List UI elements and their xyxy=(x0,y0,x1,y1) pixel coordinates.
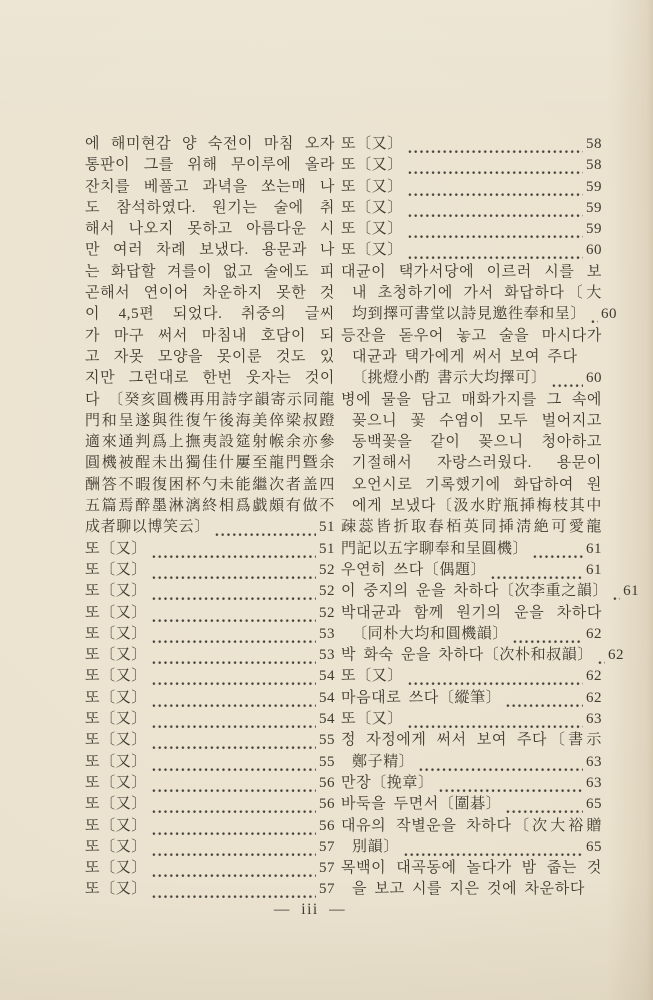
toc-line-text: 이 중지의 운을 차하다〔次李重之韻〕 xyxy=(341,583,609,600)
toc-line-text: 정 자정에게 써서 보여 주다〔書示 xyxy=(341,732,602,749)
toc-line-text: 곤해서 연이어 차운하지 못한 것 xyxy=(85,285,335,302)
toc-line xyxy=(341,645,624,666)
page-ref-number: 63 xyxy=(586,753,602,770)
toc-line xyxy=(85,453,335,474)
toc-line xyxy=(85,773,335,794)
dot-leader xyxy=(590,304,598,325)
toc-line-text: 適來通判爲上撫夷設筵射帿余亦參 xyxy=(85,434,335,451)
dot-leader xyxy=(151,858,316,879)
toc-line xyxy=(85,262,335,283)
toc-line xyxy=(341,347,602,368)
toc-line-text: 또〔又〕 xyxy=(341,711,403,728)
page-ref-number: 62 xyxy=(607,647,624,664)
dot-leader xyxy=(151,709,316,730)
toc-line-text: 해서 나오지 못하고 아름다운 시 xyxy=(85,221,335,238)
toc-line xyxy=(85,858,335,879)
toc-line xyxy=(85,730,335,751)
page-ref-number: 57 xyxy=(319,838,335,855)
page-ref-number: 63 xyxy=(586,774,602,791)
dot-leader xyxy=(151,581,316,602)
dot-leader xyxy=(407,240,583,261)
toc-line xyxy=(85,390,335,411)
toc-line-text: 門記以五字聊奉和呈圓機〕 xyxy=(341,540,529,557)
page-ref-number: 59 xyxy=(586,199,602,216)
toc-line xyxy=(341,624,602,645)
toc-line xyxy=(341,539,602,560)
page-ref-number: 65 xyxy=(586,838,602,855)
toc-line-text: 疎蕊皆折取春栢英同揷淸絶可愛龍 xyxy=(341,519,602,536)
toc-line xyxy=(341,453,602,474)
dot-leader xyxy=(151,730,316,751)
toc-line xyxy=(85,177,335,198)
dot-leader xyxy=(597,645,605,666)
toc-line xyxy=(341,411,602,432)
toc-line-text: 등잔을 돋우어 놓고 술을 마시다가 xyxy=(341,327,602,344)
dot-leader xyxy=(407,666,583,687)
toc-line-text: 또〔又〕 xyxy=(341,136,403,152)
toc-right-column xyxy=(341,134,640,901)
toc-line-text: 또〔又〕 xyxy=(85,753,147,770)
dot-leader xyxy=(407,709,583,730)
toc-line-text: 또〔又〕 xyxy=(85,774,147,791)
toc-line-text: 오언시로 기록했기에 화답하여 원 xyxy=(352,476,602,493)
page-ref-number: 57 xyxy=(319,881,335,898)
page-number: — iii — xyxy=(273,901,347,918)
toc-line xyxy=(341,475,602,496)
toc-line xyxy=(85,198,335,219)
toc-line-text: 均到擇可書堂以詩見邀徃奉和呈〕 xyxy=(352,306,587,323)
toc-line xyxy=(85,581,335,602)
page-ref-number: 55 xyxy=(319,753,335,770)
toc-line xyxy=(85,368,335,389)
toc-line-text: 목백이 대곡동에 놀다가 밤 줍는 것 xyxy=(341,860,602,877)
dot-leader xyxy=(151,837,316,858)
toc-line-text: 또〔又〕 xyxy=(85,668,147,685)
toc-line-text: 또〔又〕 xyxy=(85,838,147,855)
page-ref-number: 52 xyxy=(319,561,335,578)
toc-line-text: 기절해서 자랑스러웠다. 용문이 xyxy=(352,455,602,472)
dot-leader xyxy=(151,879,316,900)
toc-line xyxy=(85,837,335,858)
toc-line xyxy=(341,368,602,389)
toc-line-text: 또〔又〕 xyxy=(341,199,403,216)
toc-line-text: 대균이 택가서당에 이르러 시를 보 xyxy=(341,263,602,280)
toc-line-text: 또〔又〕 xyxy=(341,668,403,685)
page-ref-number: 52 xyxy=(319,604,335,621)
toc-line xyxy=(341,304,618,325)
toc-line-text: 또〔又〕 xyxy=(85,647,147,664)
toc-line-text: 圓機被酲未出獨佳什屢至龍門曁余 xyxy=(85,455,335,472)
toc-line xyxy=(341,219,602,240)
toc-line-text: 鄭子精〕 xyxy=(352,753,415,770)
page-ref-number: 51 xyxy=(319,540,335,557)
page-ref-number: 57 xyxy=(319,860,335,877)
toc-line-text: 成者聊以博笑云〕 xyxy=(85,519,210,536)
page-ref-number: 55 xyxy=(319,732,335,749)
page-ref-number: 53 xyxy=(319,647,335,664)
toc-line xyxy=(341,816,602,837)
dot-leader xyxy=(612,581,620,602)
page-ref-number: 62 xyxy=(586,625,602,642)
toc-line xyxy=(341,496,602,517)
toc-line xyxy=(85,794,335,815)
page-ref-number: 54 xyxy=(319,668,335,685)
toc-line xyxy=(85,304,335,325)
toc-line-text: 가 마구 써서 마침내 호담이 되 xyxy=(85,327,335,344)
toc-line-text: 이 4,5편 되었다. 취중의 글씨 xyxy=(85,306,335,323)
dot-leader xyxy=(407,198,583,219)
toc-line-text: 박대균과 함께 원기의 운을 차하다 xyxy=(341,604,602,621)
toc-line-text: 또〔又〕 xyxy=(85,604,147,621)
toc-line-text: 을 보고 시를 지은 것에 차운하다 xyxy=(352,881,585,898)
dot-leader xyxy=(151,645,316,666)
toc-line-text: 박 화숙 운을 차하다〔次朴和叔韻〕 xyxy=(341,647,593,664)
page-ref-number: 51 xyxy=(319,519,335,536)
toc-line-text: 는 화답할 겨를이 없고 술에도 피 xyxy=(85,263,335,280)
toc-line xyxy=(85,411,335,432)
dot-leader xyxy=(151,816,316,837)
toc-line-text: 마음대로 쓰다〔縱筆〕 xyxy=(341,689,502,706)
dot-leader xyxy=(512,624,583,645)
toc-line xyxy=(341,794,602,815)
dot-leader xyxy=(407,155,583,176)
toc-line xyxy=(85,688,335,709)
toc-line xyxy=(341,773,602,794)
toc-line xyxy=(85,666,335,687)
toc-line xyxy=(341,134,602,155)
page-ref-number: 62 xyxy=(586,689,602,706)
toc-left-column xyxy=(85,134,335,901)
toc-line-text: 병에 물을 담고 매화가지를 그 속에 xyxy=(341,391,602,408)
toc-line-text: 〔挑燈小酌 書示大均擇可〕 xyxy=(352,370,547,387)
dot-leader xyxy=(151,794,316,815)
dot-leader xyxy=(151,560,316,581)
toc-line xyxy=(85,539,335,560)
page-ref-number: 63 xyxy=(586,711,602,728)
toc-line xyxy=(85,879,335,900)
toc-line xyxy=(341,262,602,283)
dot-leader xyxy=(407,219,583,240)
dot-leader xyxy=(532,539,583,560)
toc-line xyxy=(85,603,335,624)
toc-line-text: 또〔又〕 xyxy=(85,881,147,898)
toc-line xyxy=(341,688,602,709)
toc-line-text: 또〔又〕 xyxy=(85,625,147,642)
dot-leader xyxy=(505,794,583,815)
page-ref-number: 58 xyxy=(586,157,602,174)
toc-line xyxy=(341,240,602,261)
toc-line xyxy=(85,624,335,645)
page-ref-number: 54 xyxy=(319,711,335,728)
toc-line xyxy=(85,496,335,517)
toc-line xyxy=(341,603,602,624)
toc-line-text: 도 참석하였다. 원기는 술에 취 xyxy=(85,199,335,216)
toc-line xyxy=(85,326,335,347)
toc-line-text: 또〔又〕 xyxy=(341,221,403,238)
page-number-footer xyxy=(0,901,653,919)
toc-line-text: 동백꽃을 같이 꽂으니 청아하고 xyxy=(352,434,602,451)
page-ref-number: 65 xyxy=(586,796,602,813)
toc-line xyxy=(341,666,602,687)
toc-line-text: 에게 보냈다〔汲水貯瓶揷梅枝其中 xyxy=(352,498,602,515)
page-ref-number: 59 xyxy=(586,178,602,195)
dot-leader xyxy=(407,134,583,155)
dot-leader xyxy=(214,517,316,538)
page-ref-number: 53 xyxy=(319,625,335,642)
toc-line xyxy=(85,134,335,155)
toc-line xyxy=(341,155,602,176)
toc-line-text: 또〔又〕 xyxy=(341,242,403,259)
page-ref-number: 52 xyxy=(319,583,335,600)
page-ref-number: 60 xyxy=(586,370,602,387)
toc-line-text: 잔치를 베풀고 과녁을 쏘는매 나 xyxy=(85,178,335,195)
toc-line xyxy=(85,432,335,453)
page-ref-number: 60 xyxy=(601,306,618,323)
toc-line xyxy=(85,283,335,304)
toc-line-text: 또〔又〕 xyxy=(85,583,147,600)
page-ref-number: 61 xyxy=(623,583,640,600)
toc-line-text: 대유의 작별운을 차하다〔次大裕贈 xyxy=(341,817,602,834)
page-ref-number: 56 xyxy=(319,817,335,834)
toc-line xyxy=(341,198,602,219)
dot-leader xyxy=(438,773,583,794)
toc-line-text: 〔同朴大均和圓機韻〕 xyxy=(352,625,509,642)
page-ref-number: 54 xyxy=(319,689,335,706)
dot-leader xyxy=(151,773,316,794)
toc-line-text: 또〔又〕 xyxy=(85,860,147,877)
toc-line xyxy=(341,390,602,411)
toc-line-text: 五篇焉醉墨淋漓終相爲戱頗有做不 xyxy=(85,498,335,515)
toc-line-text: 또〔又〕 xyxy=(85,796,147,813)
toc-line xyxy=(85,475,335,496)
toc-line xyxy=(85,645,335,666)
toc-line xyxy=(341,879,602,900)
page-ref-number: 61 xyxy=(586,561,602,578)
page-ref-number: 61 xyxy=(586,540,602,557)
toc-line-text: 또〔又〕 xyxy=(85,689,147,706)
toc-line xyxy=(341,177,602,198)
toc-line-text: 또〔又〕 xyxy=(85,540,147,557)
toc-line-text: 우연히 쓰다〔偶題〕 xyxy=(341,561,487,578)
dot-leader xyxy=(151,539,316,560)
toc-line xyxy=(341,581,640,602)
dot-leader xyxy=(151,603,316,624)
dot-leader xyxy=(151,752,316,773)
dot-leader xyxy=(407,177,583,198)
toc-line xyxy=(341,517,602,538)
toc-line xyxy=(85,709,335,730)
toc-line-text: 고 자못 모양을 못이룬 것도 있 xyxy=(85,348,335,365)
toc-line-text: 또〔又〕 xyxy=(341,157,403,174)
toc-line-text: 別韻〕 xyxy=(352,838,399,855)
toc-line-text: 대균과 택가에게 써서 보여 주다 xyxy=(352,348,578,365)
toc-line-text: 또〔又〕 xyxy=(85,817,147,834)
toc-line-text: 만장〔挽章〕 xyxy=(341,774,434,791)
page-ref-number: 62 xyxy=(586,668,602,685)
toc-line xyxy=(341,560,602,581)
toc-line xyxy=(85,560,335,581)
toc-line xyxy=(341,730,602,751)
toc-line xyxy=(341,837,602,858)
toc-line xyxy=(85,219,335,240)
toc-line-text: 또〔又〕 xyxy=(85,561,147,578)
toc-line-text: 에 해미현감 양 숙전이 마침 오자 xyxy=(85,136,335,152)
page-ref-number: 60 xyxy=(586,242,602,259)
toc-line xyxy=(341,752,602,773)
toc-line-text: 만 여러 차례 보냈다. 용문과 나 xyxy=(85,242,335,259)
dot-leader xyxy=(151,666,316,687)
toc-line-text: 다 〔癸亥圓機再用詩字韻寄示同龍 xyxy=(85,391,335,408)
toc-line-text: 바둑을 두면서〔圍碁〕 xyxy=(341,796,502,813)
toc-line xyxy=(341,432,602,453)
toc-line-text: 지만 그런대로 한번 웃자는 것이 xyxy=(85,370,335,387)
toc-line xyxy=(85,752,335,773)
toc-line-text: 또〔又〕 xyxy=(85,732,147,749)
toc-line-text: 꽂으니 꽃 수염이 모두 벌어지고 xyxy=(352,412,602,429)
toc-line xyxy=(341,283,602,304)
toc-line xyxy=(85,155,335,176)
toc-line-text: 내 초청하기에 가서 화답하다〔大 xyxy=(352,285,602,302)
toc-line xyxy=(341,326,602,347)
dot-leader xyxy=(505,688,583,709)
dot-leader xyxy=(490,560,583,581)
dot-leader xyxy=(151,688,316,709)
dot-leader xyxy=(551,368,583,389)
toc-line-text: 또〔又〕 xyxy=(341,178,403,195)
toc-line-text: 門和呈遂與徃復午後海美倅梁叔蹬 xyxy=(85,412,335,429)
toc-line-text: 또〔又〕 xyxy=(85,711,147,728)
toc-line xyxy=(341,709,602,730)
page-ref-number: 58 xyxy=(586,136,602,152)
toc-line xyxy=(85,347,335,368)
dot-leader xyxy=(403,837,583,858)
page-ref-number: 56 xyxy=(319,796,335,813)
toc-line xyxy=(85,517,335,538)
toc-line xyxy=(85,816,335,837)
toc-line-text: 酬答不暇復困杯勺未能繼次者盖四 xyxy=(85,476,335,493)
dot-leader xyxy=(151,624,316,645)
toc-line xyxy=(341,858,602,879)
dot-leader xyxy=(418,752,583,773)
toc-line-text: 통판이 그를 위해 무이루에 올라 xyxy=(85,157,335,174)
page-ref-number: 56 xyxy=(319,774,335,791)
page-ref-number: 59 xyxy=(586,221,602,238)
toc-line xyxy=(85,240,335,261)
